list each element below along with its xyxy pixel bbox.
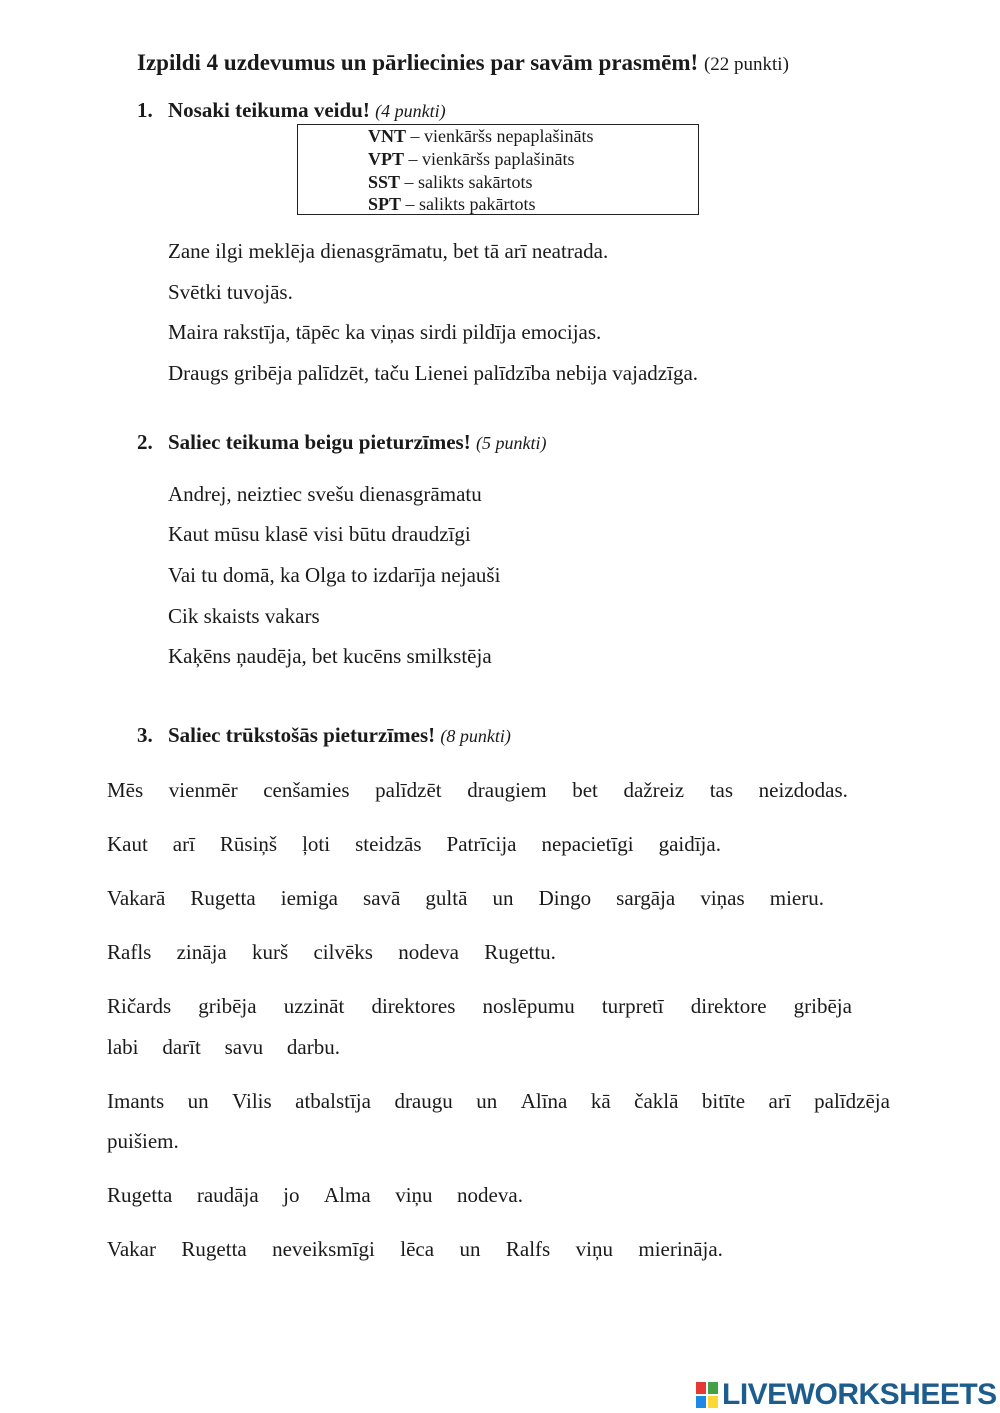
- task2-sentence: Kaķēns ņaudēja, bet kucēns smilkstēja: [168, 644, 492, 668]
- word: bet: [572, 778, 598, 802]
- word: Alma: [324, 1183, 371, 1207]
- word: darbu.: [286, 1035, 340, 1059]
- task3-line: [107, 886, 890, 911]
- word: ļoti: [302, 832, 331, 856]
- word: Vakarā: [107, 886, 166, 910]
- word: draugu: [394, 1089, 453, 1113]
- legend-code: VNT: [368, 126, 407, 146]
- word: arī: [172, 832, 195, 856]
- word: steidzās: [355, 832, 422, 856]
- word: tas: [709, 778, 734, 802]
- task3-line: [107, 940, 890, 965]
- task2-sentence: Andrej, neiztiec svešu dienasgrāmatu: [168, 482, 482, 506]
- word: neveiksmīgi: [272, 1237, 375, 1261]
- task3-heading: [137, 723, 511, 748]
- word: Ričards: [107, 994, 172, 1018]
- legend-code: SST: [368, 172, 401, 192]
- task2-points: (5 punkti): [475, 433, 547, 453]
- legend-code: SPT: [368, 194, 402, 214]
- legend-desc: – vienkāršs paplašināts: [408, 149, 575, 169]
- legend-row: [368, 172, 533, 193]
- task1-sentence: Zane ilgi meklēja dienasgrāmatu, bet tā arī neatrada.: [168, 239, 609, 263]
- word: savā: [363, 886, 401, 910]
- word: labi: [107, 1035, 139, 1059]
- word: raudāja: [196, 1183, 259, 1207]
- word: palīdzēja: [814, 1089, 890, 1113]
- logo-text: LIVEWORKSHEETS: [722, 1378, 997, 1411]
- word: dažreiz: [623, 778, 685, 802]
- word: cilvēks: [313, 940, 373, 964]
- word: noslēpumu: [482, 994, 575, 1018]
- task2-sentence: Cik skaists vakars: [168, 604, 320, 628]
- word: Alīna: [520, 1089, 568, 1113]
- title-text: Izpildi 4 uzdevumus un pārliecinies par savām prasmēm!: [137, 50, 699, 75]
- logo-square: [708, 1382, 718, 1394]
- word: gribēja: [793, 994, 852, 1018]
- word: direktores: [371, 994, 456, 1018]
- word: Imants: [107, 1089, 165, 1113]
- task3-line: [107, 778, 890, 803]
- task1-number: 1.: [137, 98, 153, 122]
- word: Vakar: [107, 1237, 156, 1261]
- word: viņu: [575, 1237, 613, 1261]
- title-points: (22 punkti): [703, 54, 789, 75]
- legend-desc: – salikts sakārtots: [404, 172, 533, 192]
- legend-code: VPT: [368, 149, 404, 169]
- word: viņu: [395, 1183, 433, 1207]
- word: cenšamies: [263, 778, 350, 802]
- task3-line: [107, 1237, 890, 1262]
- logo-square: [708, 1396, 718, 1408]
- word: neizdodas.: [758, 778, 848, 802]
- word: bitīte: [701, 1089, 746, 1113]
- word: Vilis: [232, 1089, 272, 1113]
- task2-title: Saliec teikuma beigu pieturzīmes!: [168, 430, 471, 454]
- word: gribēja: [198, 994, 257, 1018]
- word: gultā: [425, 886, 468, 910]
- task1-sentence: Svētki tuvojās.: [168, 280, 293, 304]
- task3-number: 3.: [137, 723, 153, 747]
- liveworksheets-logo: [696, 1378, 997, 1412]
- word: jo: [283, 1183, 300, 1207]
- word: kā: [590, 1089, 611, 1113]
- word: Rugetta: [190, 886, 256, 910]
- word: Rafls: [107, 940, 152, 964]
- word: Kaut: [107, 832, 148, 856]
- word: nodeva: [398, 940, 459, 964]
- word: draugiem: [467, 778, 547, 802]
- legend-row: [368, 149, 574, 170]
- word: Rugettu.: [484, 940, 556, 964]
- task3-points: (8 punkti): [440, 726, 511, 746]
- task1-sentence: Maira rakstīja, tāpēc ka viņas sirdi pildīja emocijas.: [168, 320, 602, 344]
- task3-line: [107, 1089, 890, 1114]
- word: arī: [768, 1089, 791, 1113]
- word: čaklā: [634, 1089, 679, 1113]
- legend-row: [368, 126, 593, 147]
- logo-badge-text: [0, 0, 1, 1]
- word: zināja: [176, 940, 227, 964]
- task1-title: Nosaki teikuma veidu!: [168, 98, 370, 122]
- word: sargāja: [616, 886, 676, 910]
- word: Ralfs: [505, 1237, 551, 1261]
- task3-line: [107, 1183, 890, 1208]
- word: savu: [224, 1035, 264, 1059]
- word: Rugetta: [181, 1237, 247, 1261]
- word: Patrīcija: [446, 832, 517, 856]
- legend-desc: – salikts pakārtots: [405, 194, 536, 214]
- task2-heading: [137, 430, 546, 455]
- legend-row: [368, 194, 536, 215]
- word: gaidīja.: [658, 832, 721, 856]
- task1-points: (4 punkti): [375, 101, 446, 121]
- task3-line: puišiem.: [107, 1129, 179, 1153]
- logo-badge-icon: [696, 1382, 718, 1408]
- word: mierināja.: [638, 1237, 723, 1261]
- word: lēca: [400, 1237, 435, 1261]
- word: vienmēr: [168, 778, 238, 802]
- legend-desc: – vienkāršs nepaplašināts: [410, 126, 594, 146]
- word: palīdzēt: [375, 778, 442, 802]
- word: turpretī: [601, 994, 664, 1018]
- sentence-type-legend: [297, 124, 699, 215]
- word: direktore: [690, 994, 767, 1018]
- word: Rūsiņš: [219, 832, 278, 856]
- word: mieru.: [769, 886, 824, 910]
- logo-square: [696, 1396, 706, 1408]
- task3-line: [107, 832, 890, 857]
- word: nodeva.: [457, 1183, 523, 1207]
- word: viņas: [700, 886, 745, 910]
- word: un: [476, 1089, 498, 1113]
- word: kurš: [252, 940, 289, 964]
- word: iemiga: [280, 886, 338, 910]
- word: un: [492, 886, 514, 910]
- logo-square: [696, 1382, 706, 1394]
- word: un: [459, 1237, 481, 1261]
- word: un: [187, 1089, 209, 1113]
- word: Dingo: [538, 886, 592, 910]
- task1-sentence: Draugs gribēja palīdzēt, taču Lienei palīdzība nebija vajadzīga.: [168, 361, 699, 385]
- task1-heading: [137, 98, 446, 123]
- word: darīt: [162, 1035, 201, 1059]
- word: Rugetta: [107, 1183, 173, 1207]
- word: Mēs: [107, 778, 144, 802]
- task3-line: [107, 1035, 890, 1060]
- task2-sentence: Kaut mūsu klasē visi būtu draudzīgi: [168, 522, 471, 546]
- task3-line: [107, 994, 890, 1019]
- task3-title: Saliec trūkstošās pieturzīmes!: [168, 723, 436, 747]
- task2-sentence: Vai tu domā, ka Olga to izdarīja nejauši: [168, 563, 501, 587]
- word: atbalstīja: [295, 1089, 371, 1113]
- worksheet-title: [137, 50, 789, 76]
- word: uzzināt: [283, 994, 345, 1018]
- word: nepacietīgi: [541, 832, 634, 856]
- task2-number: 2.: [137, 430, 153, 454]
